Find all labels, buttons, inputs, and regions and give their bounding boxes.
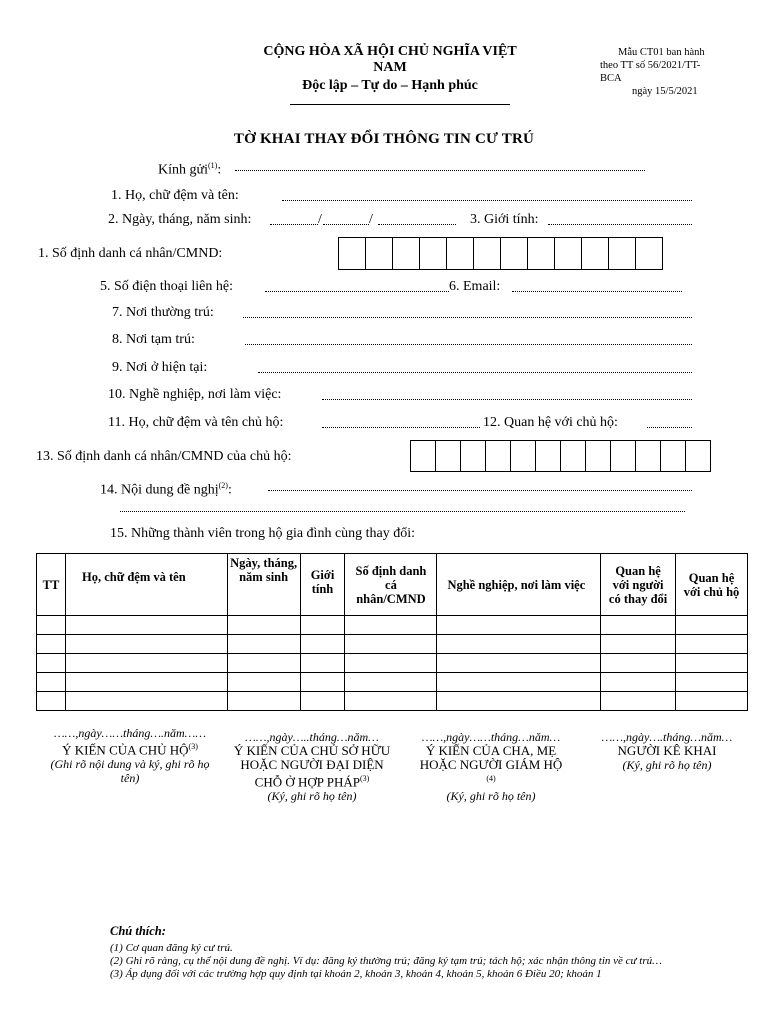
id-digit-box[interactable] [501, 238, 528, 269]
sig-date: ……,ngày……tháng…năm… [421, 730, 561, 744]
head-id-digit-box[interactable] [461, 441, 486, 471]
occupation-field[interactable] [322, 399, 692, 400]
signature-household-head [40, 726, 220, 785]
sig-date: ……,ngày….tháng…năm… [601, 730, 733, 744]
full-name-label: 1. Họ, chữ đệm và tên: [111, 188, 239, 203]
form-code-line4: ngày 15/5/2021 [632, 86, 698, 97]
id-digit-box[interactable] [447, 238, 474, 269]
footnotes [110, 925, 698, 981]
gender-label: 3. Giới tính: [470, 212, 539, 227]
request-content-field-2[interactable] [120, 511, 685, 512]
request-content-field-1[interactable] [268, 490, 692, 491]
sig-note: (Ghi rõ nội dung và ký, ghi rõ họ tên) [50, 757, 210, 786]
head-id-digit-box[interactable] [411, 441, 436, 471]
form-code [600, 46, 730, 98]
nation-name-line2: NAM [373, 60, 407, 75]
request-content-sup: (2) [218, 481, 228, 490]
id-digit-box[interactable] [366, 238, 393, 269]
col-header-relation-head: Quan hệ với chủ hộ [676, 554, 748, 616]
phone-field[interactable] [265, 291, 449, 292]
id-digit-box[interactable] [528, 238, 555, 269]
dob-day-field[interactable] [270, 224, 318, 225]
dob-slash-1: / [318, 212, 322, 227]
email-label: 6. Email: [449, 279, 501, 294]
head-id-digit-box[interactable] [636, 441, 661, 471]
temporary-residence-label: 8. Nơi tạm trú: [112, 332, 195, 347]
recipient-label [158, 158, 221, 179]
recipient-sup: (1) [207, 161, 218, 170]
request-content-colon: : [227, 482, 232, 498]
motto-underline [290, 104, 510, 105]
id-digit-box[interactable] [555, 238, 582, 269]
sig-role: Ý KIẾN CỦA CHA, MẸ HOẶC NGƯỜI GIÁM HỘ $^{(4)}$ [419, 743, 563, 783]
col-header-gender: Giới tính [300, 554, 345, 616]
head-id-digit-box[interactable] [661, 441, 686, 471]
head-id-digit-box[interactable] [561, 441, 586, 471]
gender-field[interactable] [548, 224, 692, 225]
relation-to-head-label: 12. Quan hệ với chủ hộ: [483, 415, 618, 430]
id-digit-box[interactable] [609, 238, 636, 269]
sig-date: ……,ngày…..tháng…năm… [245, 730, 379, 744]
current-residence-label: 9. Nơi ở hiện tại: [112, 360, 208, 375]
signature-owner [228, 730, 396, 803]
footnote-3: (3) Áp dụng đối với các trường hợp quy định tại khoản 2, khoản 3, khoản 4, khoản 5, khoản 6 Điều 20; khoản 1 [110, 968, 602, 980]
household-head-name-label: 11. Họ, chữ đệm và tên chủ hộ: [108, 415, 284, 430]
table-row [37, 654, 748, 673]
head-id-digit-box[interactable] [436, 441, 461, 471]
sig-date: ……,ngày……tháng….năm…… [53, 726, 206, 740]
dob-slash-2: / [369, 212, 373, 227]
head-id-boxes[interactable] [410, 440, 711, 472]
head-id-digit-box[interactable] [686, 441, 711, 471]
footnote-2: (2) Ghi rõ ràng, cụ thể nội dung đề nghị. Ví dụ: đăng ký thường trú; đăng ký tạm trú; tách hộ; xác nhận thông tin về cư trú… [110, 955, 662, 967]
head-id-digit-box[interactable] [486, 441, 511, 471]
id-digit-box[interactable] [420, 238, 447, 269]
form-code-line1: Mẫu CT01 ban hành [618, 47, 705, 58]
nation-name-line1: CỘNG HÒA XÃ HỘI CHỦ NGHĨA VIỆT [263, 44, 517, 59]
nation-header [255, 44, 525, 94]
members-table [36, 553, 748, 711]
signature-guardian [412, 730, 570, 803]
sig-role: Ý KIẾN CỦA CHỦ SỞ HỮU HOẶC NGƯỜI ĐẠI DIỆN CHỖ Ở HỢP PHÁP$^{(3)}$ [233, 743, 391, 790]
head-id-digit-box[interactable] [536, 441, 561, 471]
footnote-1: (1) Cơ quan đăng ký cư trú. [110, 942, 233, 954]
col-header-dob: Ngày, tháng, năm sinh [227, 554, 300, 616]
phone-label: 5. Số điện thoại liên hệ: [100, 279, 233, 294]
col-header-name: Họ, chữ đệm và tên [65, 554, 227, 616]
col-header-occupation: Nghề nghiệp, nơi làm việc [437, 554, 601, 616]
table-row [37, 692, 748, 711]
dob-label: 2. Ngày, tháng, năm sinh: [108, 212, 252, 227]
current-residence-field[interactable] [258, 372, 692, 373]
table-row [37, 673, 748, 692]
members-label: 15. Những thành viên trong hộ gia đình cùng thay đổi: [110, 526, 416, 541]
form-code-line2: theo TT số 56/2021/TT- [600, 60, 701, 71]
col-header-relation-changer: Quan hệ với người có thay đổi [601, 554, 676, 616]
id-digit-box[interactable] [339, 238, 366, 269]
head-id-digit-box[interactable] [511, 441, 536, 471]
recipient-colon: : [217, 162, 222, 178]
sig-role: Ý KIẾN CỦA CHỦ HỘ$^{(3)}$ [62, 742, 198, 758]
national-motto: Độc lập – Tự do – Hạnh phúc [302, 78, 478, 93]
temporary-residence-field[interactable] [245, 344, 692, 345]
sig-note: (Ký, ghi rõ họ tên) [622, 758, 712, 772]
form-code-line3: BCA [600, 73, 622, 84]
permanent-residence-field[interactable] [243, 317, 692, 318]
id-digit-box[interactable] [582, 238, 609, 269]
request-content-text: 14. Nội dung đề nghị [100, 482, 219, 498]
personal-id-boxes[interactable] [338, 237, 663, 270]
sig-role: NGƯỜI KÊ KHAI [617, 743, 717, 758]
recipient-field[interactable] [235, 170, 645, 171]
permanent-residence-label: 7. Nơi thường trú: [112, 305, 214, 320]
dob-year-field[interactable] [378, 224, 456, 225]
personal-id-label: 1. Số định danh cá nhân/CMND: [38, 246, 223, 261]
table-row [37, 635, 748, 654]
form-title: TỜ KHAI THAY ĐỔI THÔNG TIN CƯ TRÚ [233, 131, 535, 147]
table-header-row [37, 554, 748, 616]
col-header-tt: TT [37, 554, 66, 616]
full-name-field[interactable] [282, 200, 692, 201]
relation-to-head-field[interactable] [647, 427, 692, 428]
email-field[interactable] [512, 291, 682, 292]
sig-note: (Ký, ghi rõ họ tên) [267, 789, 357, 804]
dob-month-field[interactable] [323, 224, 369, 225]
table-row [37, 616, 748, 635]
head-id-digit-box[interactable] [611, 441, 636, 471]
sig-note: (Ký, ghi rõ họ tên) [446, 789, 536, 804]
id-digit-box[interactable] [393, 238, 420, 269]
head-id-label: 13. Số định danh cá nhân/CMND của chủ hộ: [36, 449, 292, 464]
footnotes-heading: Chú thích: [110, 924, 166, 938]
id-digit-box[interactable] [636, 238, 663, 269]
occupation-label: 10. Nghề nghiệp, nơi làm việc: [108, 387, 282, 402]
col-header-id: Số định danh cá nhân/CMND [345, 554, 437, 616]
household-head-name-field[interactable] [322, 427, 480, 428]
head-id-digit-box[interactable] [586, 441, 611, 471]
signature-declarant [592, 730, 742, 772]
request-content-label [100, 478, 232, 499]
id-digit-box[interactable] [474, 238, 501, 269]
recipient-text: Kính gửi [158, 162, 208, 178]
